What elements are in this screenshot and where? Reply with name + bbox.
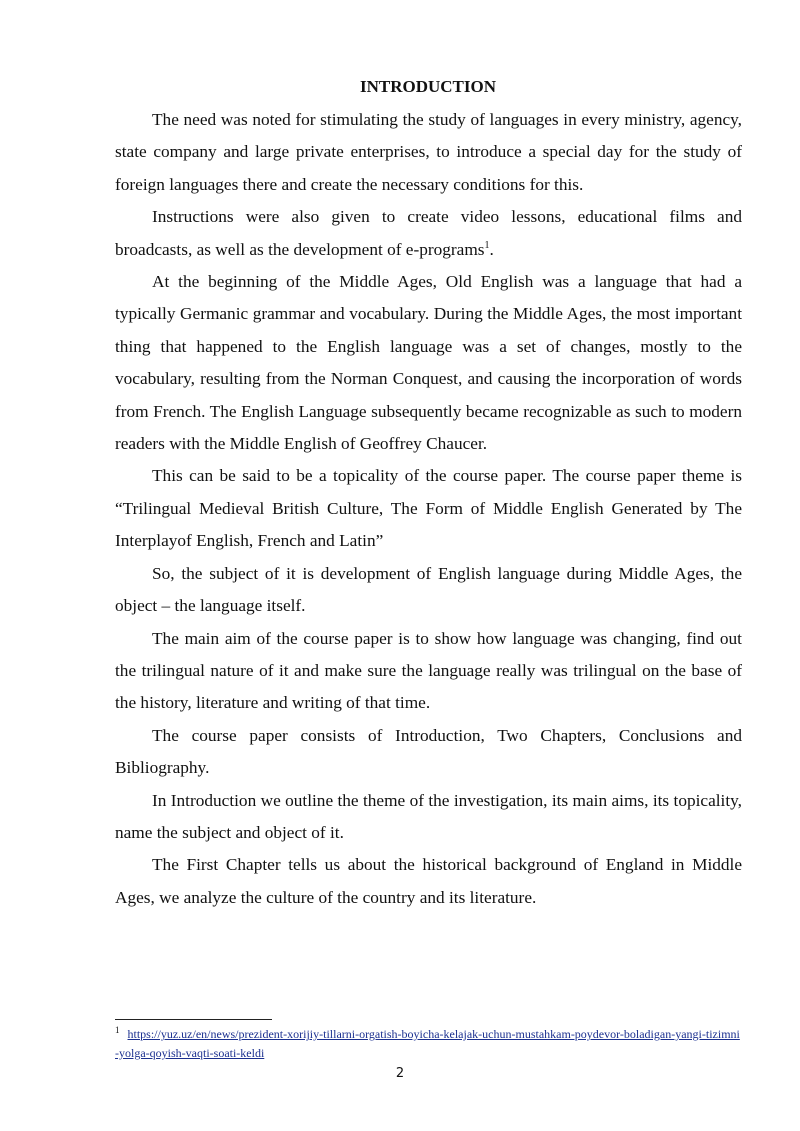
paragraph-5: So, the subject of it is development of English language during Middle Ages, the object – the language itself. <box>115 563 742 616</box>
footnote-reference[interactable]: 1 <box>484 239 490 251</box>
footnote-separator <box>115 1019 272 1020</box>
paragraph-1: The need was noted for stimulating the study of languages in every ministry, agency, state company and large private enterprises, to introduce a special day for the study of foreign languages there and create the necessary conditions for this. <box>115 110 742 194</box>
page-number: 2 <box>395 1066 405 1081</box>
paragraph-7: The course paper consists of Introduction, Two Chapters, Conclusions and Bibliography. <box>115 725 742 778</box>
paragraph-6: The main aim of the course paper is to show how language was changing, find out the trilingual nature of it and make sure the language really was trilingual on the base of the history, literature and writing of that time. <box>115 628 742 713</box>
paragraph-8: In Introduction we outline the theme of the investigation, its main aims, its topicality, name the subject and object of it. <box>115 790 742 842</box>
footnote-mark: 1 <box>115 1025 120 1035</box>
paragraph-2 <box>115 201 742 266</box>
paragraph-4: This can be said to be a topicality of the course paper. The course paper theme is “Trilingual Medieval British Culture, The Form of Middle English Generated by The Interplayof English, French and Latin” <box>115 466 742 551</box>
page-title: INTRODUCTION <box>359 77 497 96</box>
paragraph-2-end: . <box>489 239 494 259</box>
body-text <box>115 104 742 914</box>
footnote-link[interactable]: https://yuz.uz/en/news/prezident-xorijiy-tillarni-orgatish-boyicha-kelajak-uchun-mustahkam-poydevor-boladigan-yangi-tizimni-yolga-qoyish-vaqti-soati-keldi <box>115 1027 740 1060</box>
paragraph-3: At the beginning of the Middle Ages, Old English was a language that had a typically Germanic grammar and vocabulary. During the Middle Ages, the most important thing that happened to the English language was a set of changes, mostly to the vocabulary, resulting from the Norman Conquest, and causing the incorporation of words from French. The English Language subsequently became recognizable as such to modern readers with the Middle English of Geoffrey Chaucer. <box>115 272 742 454</box>
paragraph-2-text: Instructions were also given to create video lessons, educational films and broadcasts, as well as the development of e-programs <box>115 207 742 259</box>
paragraph-9: The First Chapter tells us about the historical background of England in Middle Ages, we analyze the culture of the country and its literature. <box>115 855 742 907</box>
footnote <box>115 1021 743 1063</box>
